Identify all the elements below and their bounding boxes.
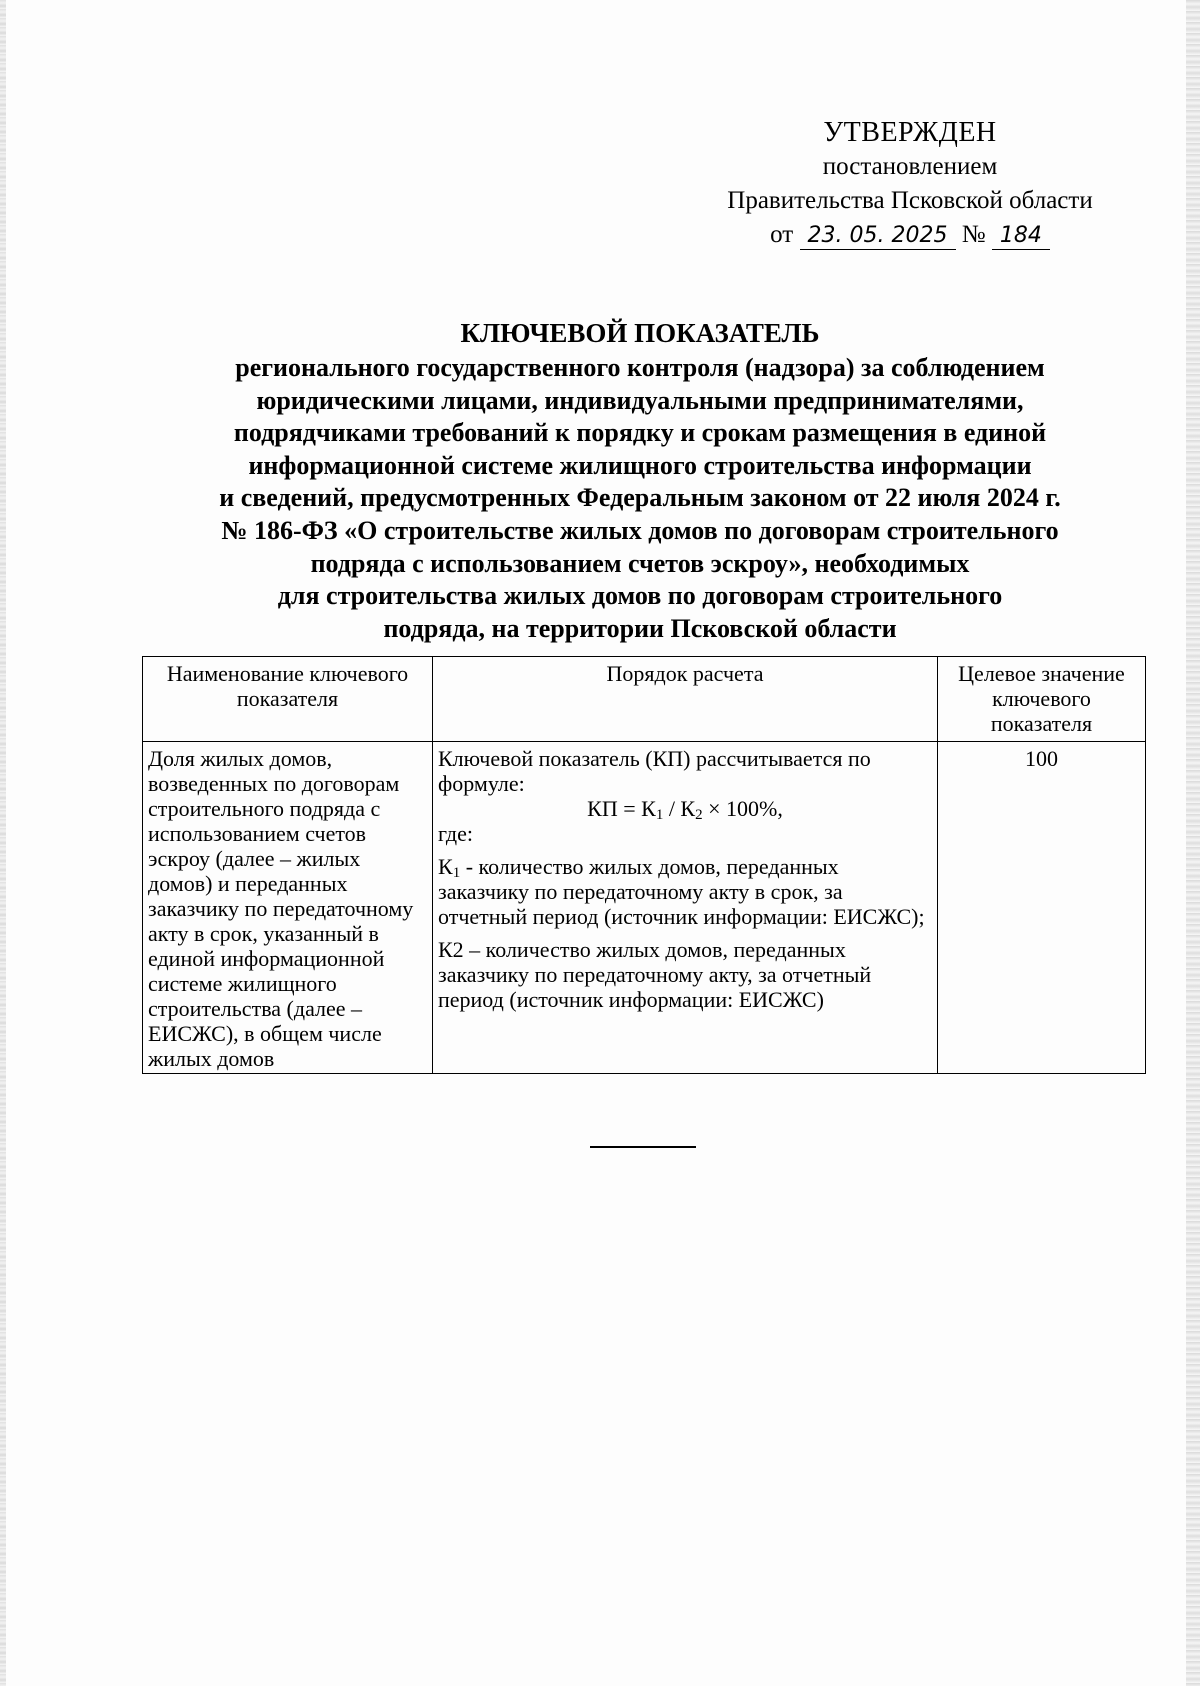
title-line: подряда, на территории Псковской области bbox=[383, 613, 897, 643]
document-title bbox=[140, 314, 1140, 645]
formula bbox=[438, 796, 932, 821]
approval-line-resolution: постановлением bbox=[822, 153, 998, 180]
k1-symbol: К bbox=[438, 854, 453, 879]
table-header-row bbox=[143, 657, 1146, 742]
approval-date-line bbox=[690, 218, 1130, 252]
approval-line-government: Правительства Псковской области bbox=[727, 187, 1093, 214]
scan-edge-left bbox=[0, 0, 6, 1686]
main-title: КЛЮЧЕВОЙ ПОКАЗАТЕЛЬ bbox=[460, 318, 820, 348]
header-target-value: Целевое значение ключевого показателя bbox=[938, 657, 1146, 742]
date-prefix: от bbox=[770, 221, 794, 248]
k1-definition bbox=[438, 854, 932, 929]
cell-indicator-name: Доля жилых домов, возведенных по договорам строительного подряда с использованием счетов эскроу (далее – жилых домов) и переданных заказчику по передаточному акту в срок, указанный в единой информационной системе жилищного строительства (далее – ЕИСЖС), в общем числе жилых домов bbox=[143, 742, 433, 1074]
handwritten-date: 23. 05. 2025 bbox=[800, 223, 956, 250]
where-label: где: bbox=[438, 821, 473, 846]
k1-subscript: 1 bbox=[452, 865, 461, 881]
table-row bbox=[143, 742, 1146, 1074]
formula-subscript: 2 bbox=[695, 807, 703, 823]
approved-label: УТВЕРЖДЕН bbox=[823, 117, 997, 148]
title-line: подряда с использованием счетов эскроу», необходимых bbox=[310, 548, 970, 578]
formula-subscript: 1 bbox=[655, 807, 664, 823]
scan-edge-right bbox=[1186, 0, 1200, 1686]
title-line: информационной системе жилищного строительства информации bbox=[248, 450, 1032, 480]
title-line: и сведений, предусмотренных Федеральным законом от 22 июля 2024 г. bbox=[219, 483, 1061, 513]
title-line: подрядчиками требований к порядку и срокам размещения в единой bbox=[233, 418, 1047, 448]
calc-intro: Ключевой показатель (КП) рассчитывается по формуле: bbox=[438, 746, 871, 796]
formula-part: КП = К bbox=[587, 796, 656, 821]
approval-stamp-block bbox=[690, 116, 1130, 252]
handwritten-number: 184 bbox=[992, 223, 1050, 250]
k1-text: - количество жилых домов, переданных заказчику по передаточному акту в срок, за отчетный период (источник информации: ЕИСЖС); bbox=[438, 854, 925, 929]
title-line: № 186-ФЗ «О строительстве жилых домов по договорам строительного bbox=[221, 515, 1059, 545]
k2-definition: К2 – количество жилых домов, переданных заказчику по передаточному акту, за отчетный период (источник информации: ЕИСЖС) bbox=[438, 937, 872, 1012]
title-line: юридическими лицами, индивидуальными предпринимателями, bbox=[256, 385, 1024, 415]
cell-calculation-method bbox=[433, 742, 938, 1074]
header-indicator-name: Наименование ключевого показателя bbox=[143, 657, 433, 742]
key-indicator-table bbox=[142, 656, 1146, 1074]
number-sign: № bbox=[961, 221, 986, 248]
formula-part: × 100%, bbox=[702, 796, 783, 821]
end-divider bbox=[590, 1146, 696, 1148]
title-line: регионального государственного контроля (надзора) за соблюдением bbox=[235, 353, 1045, 382]
formula-part: / К bbox=[663, 796, 696, 821]
title-line: для строительства жилых домов по договорам строительного bbox=[277, 581, 1003, 611]
header-calculation-method: Порядок расчета bbox=[433, 657, 938, 742]
cell-target-value: 100 bbox=[938, 742, 1146, 1074]
